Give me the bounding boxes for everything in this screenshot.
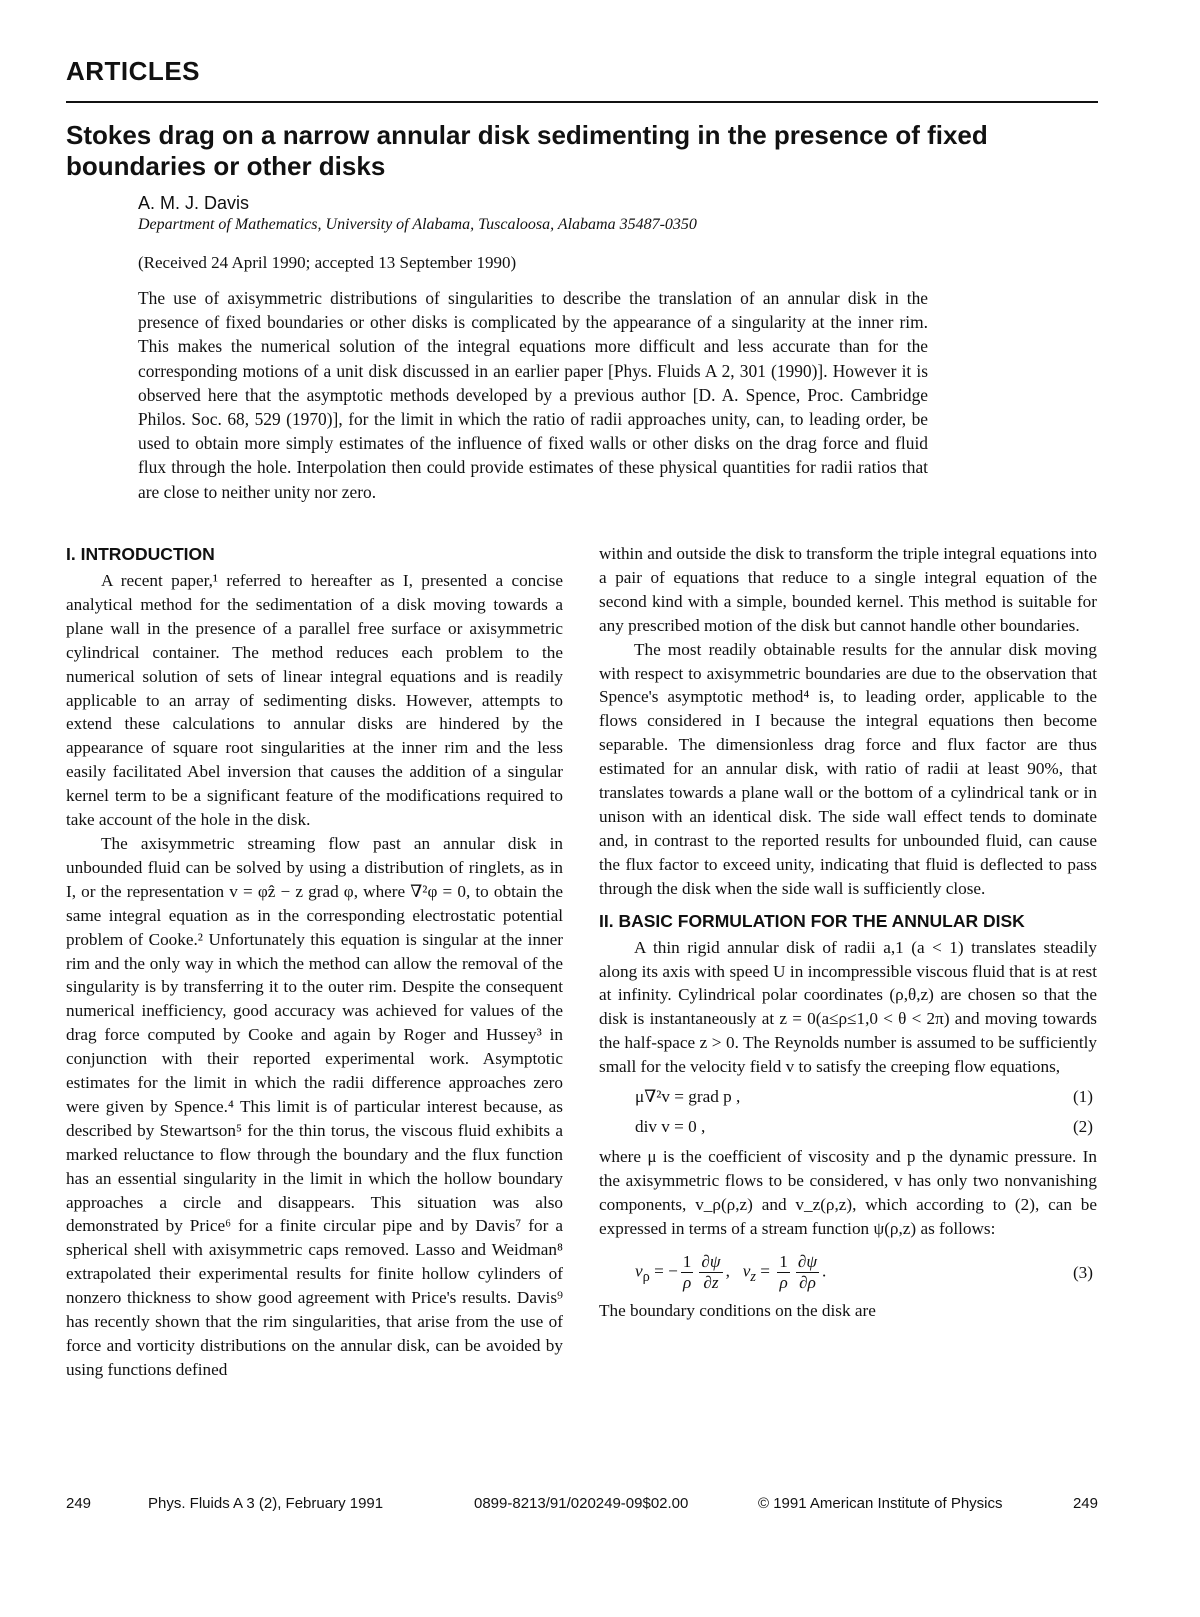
paragraph: where μ is the coefficient of viscosity and p the dynamic pressure. In the axisymmetric flows to be considered, v has only two nonvanishing components, v_ρ(ρ,z) and v_z(ρ,z), which according to (2), can be expressed in terms of a stream function ψ(ρ,z) as follows:	[599, 1147, 1097, 1238]
paragraph: The axisymmetric streaming flow past an annular disk in unbounded fluid can be solved by using a distribution of ringlets, as in I, or the representation v = φẑ − z grad φ, where ∇²φ = 0, to obtain the same integral equation as in the corresponding electrostatic potential problem of Cooke.² Unfortunately this equation is singular at the inner rim and the only way in which the method can allow the removal of the singularity is by transferring it to the outer rim. Despite the consequent numerical inefficiency, good accuracy was achieved for values of the drag force computed by Cooke and again by Roger and Hussey³ in conjunction with their reported experimental work. Asymptotic estimates for the limit in which the radii difference approaches zero were given by Spence.⁴ This limit is of particular interest because, as described by Stewartson⁵ for the thin torus, the viscous fluid exhibits a marked reluctance to flow through the boundary and the flux function has an essential singularity in the limit in which the hollow boundary approaches a circle and disappears. This situation was also demonstrated by Price⁶ for a finite circular pipe and by Davis⁷ for a spherical shell with axisymmetric caps removed. Lasso and Weidman⁸ extrapolated their experimental results for finite hollow cylinders of nonzero thickness to show good agreement with Price's results. Davis⁹ has recently shown that the rim singularities, that arise from the use of force and vorticity distributions on the annular disk, can be avoided by using functions defined	[66, 833, 563, 1379]
header-rule	[66, 101, 1098, 103]
paragraph: A recent paper,¹ referred to hereafter as I, presented a concise analytical method for the sedimentation of a disk moving towards a plane wall in the presence of a parallel free surface or axisymmetric cylindrical container. The method reduces each problem to the numerical solution of sets of linear integral equations and is readily applicable to an array of sedimenting disks. However, attempts to extend these calculations to annular disks are hindered by the appearance of square root singularities at the inner rim and the less easily facilitated Abel inversion that causes the addition of a singular kernel term to be a significant feature of the modifications required to take account of the hole in the disk.	[66, 571, 563, 830]
received-dates: (Received 24 April 1990; accepted 13 September 1990)	[138, 253, 517, 272]
equation-3	[599, 1251, 1097, 1295]
section-heading-introduction: I. INTRODUCTION	[66, 544, 215, 564]
author-affiliation: Department of Mathematics, University of Alabama, Tuscaloosa, Alabama 35487-0350	[138, 216, 697, 233]
left-column	[66, 542, 563, 1382]
equation-1-body: μ∇²v = grad p ,	[635, 1087, 741, 1107]
footer-page-number-left: 249	[66, 1495, 92, 1512]
section-label: ARTICLES	[66, 56, 200, 86]
footer-page-number-right: 249	[1072, 1495, 1098, 1512]
equation-2-number: (2)	[1072, 1117, 1093, 1137]
equation-3-number: (3)	[1072, 1262, 1093, 1282]
equation-1-number: (1)	[1072, 1087, 1093, 1107]
paragraph: within and outside the disk to transform the triple integral equations into a pair of equations that reduce to a single integral equation of the second kind with a simple, bounded kernel. This method is suitable for any prescribed motion of the disk but cannot handle other boundaries.	[599, 544, 1097, 635]
paragraph: The boundary conditions on the disk are	[599, 1300, 876, 1320]
article-title: Stokes drag on a narrow annular disk sedimenting in the presence of fixed boundaries or other disks	[66, 120, 988, 181]
equation-3-body: $v_\rho$ = − $\frac{1}{\rho}$ $\frac{\partial\psi}{\partial z}$ , $v_z$ = $\frac{1}{\rho}$ $\frac{\partial\psi}{\partial\rho}$ .	[635, 1252, 827, 1293]
right-column	[599, 542, 1097, 1323]
equation-2-body: div v = 0 ,	[635, 1117, 706, 1137]
author-name: A. M. J. Davis	[138, 193, 250, 213]
paragraph: A thin rigid annular disk of radii a,1 (a < 1) translates steadily along its axis with speed U in incompressible viscous fluid that is at rest at infinity. Cylindrical polar coordinates (ρ,θ,z) are chosen so that the disk is instantaneously at z = 0(a≤ρ≤1,0 < θ < 2π) and moving towards the half-space z > 0. The Reynolds number is assumed to be sufficiently small for the velocity field v to satisfy the creeping flow equations,	[599, 937, 1097, 1077]
footer-code: 0899-8213/91/020249-09$02.00	[474, 1495, 689, 1512]
equation-1	[599, 1085, 1097, 1109]
paragraph: The most readily obtainable results for the annular disk moving with respect to axisymmetric boundaries are due to the observation that Spence's asymptotic method⁴ is, to leading order, applicable to the flows considered in I because the integral equations then become separable. The dimensionless drag force and flux factor are thus estimated for an annular disk, with ratio of radii at least 90%, that translates towards a plane wall or the bottom of a cylindrical tank or in unison with an identical disk. The side wall effect tends to dominate and, in contrast to the reported results for unbounded fluid, can cause the flux factor to exceed unity, indicating that fluid is deflected to pass through the disk when the side wall is sufficiently close.	[599, 639, 1097, 898]
equation-2	[599, 1115, 1097, 1139]
section-heading-basic-formulation: II. BASIC FORMULATION FOR THE ANNULAR DISK	[599, 910, 1025, 931]
abstract: The use of axisymmetric distributions of singularities to describe the translation of an annular disk in the presence of fixed boundaries or other disks is complicated by the appearance of a singularity at the inner rim. This makes the numerical solution of the integral equations more difficult and less accurate than for the corresponding motions of a unit disk discussed in an earlier paper [Phys. Fluids A 2, 301 (1990)]. However it is observed here that the asymptotic methods developed by a previous author [D. A. Spence, Proc. Cambridge Philos. Soc. 68, 529 (1970)], for the limit in which the ratio of radii approaches unity, can, to leading order, be used to obtain more simply estimates of the influence of fixed walls or other disks on the drag force and fluid flux through the hole. Interpolation then could provide estimates of these physical quantities for radii ratios that are close to neither unity nor zero.	[138, 288, 928, 502]
footer-copyright: © 1991 American Institute of Physics	[758, 1495, 1003, 1512]
footer-journal: Phys. Fluids A 3 (2), February 1991	[148, 1495, 384, 1512]
